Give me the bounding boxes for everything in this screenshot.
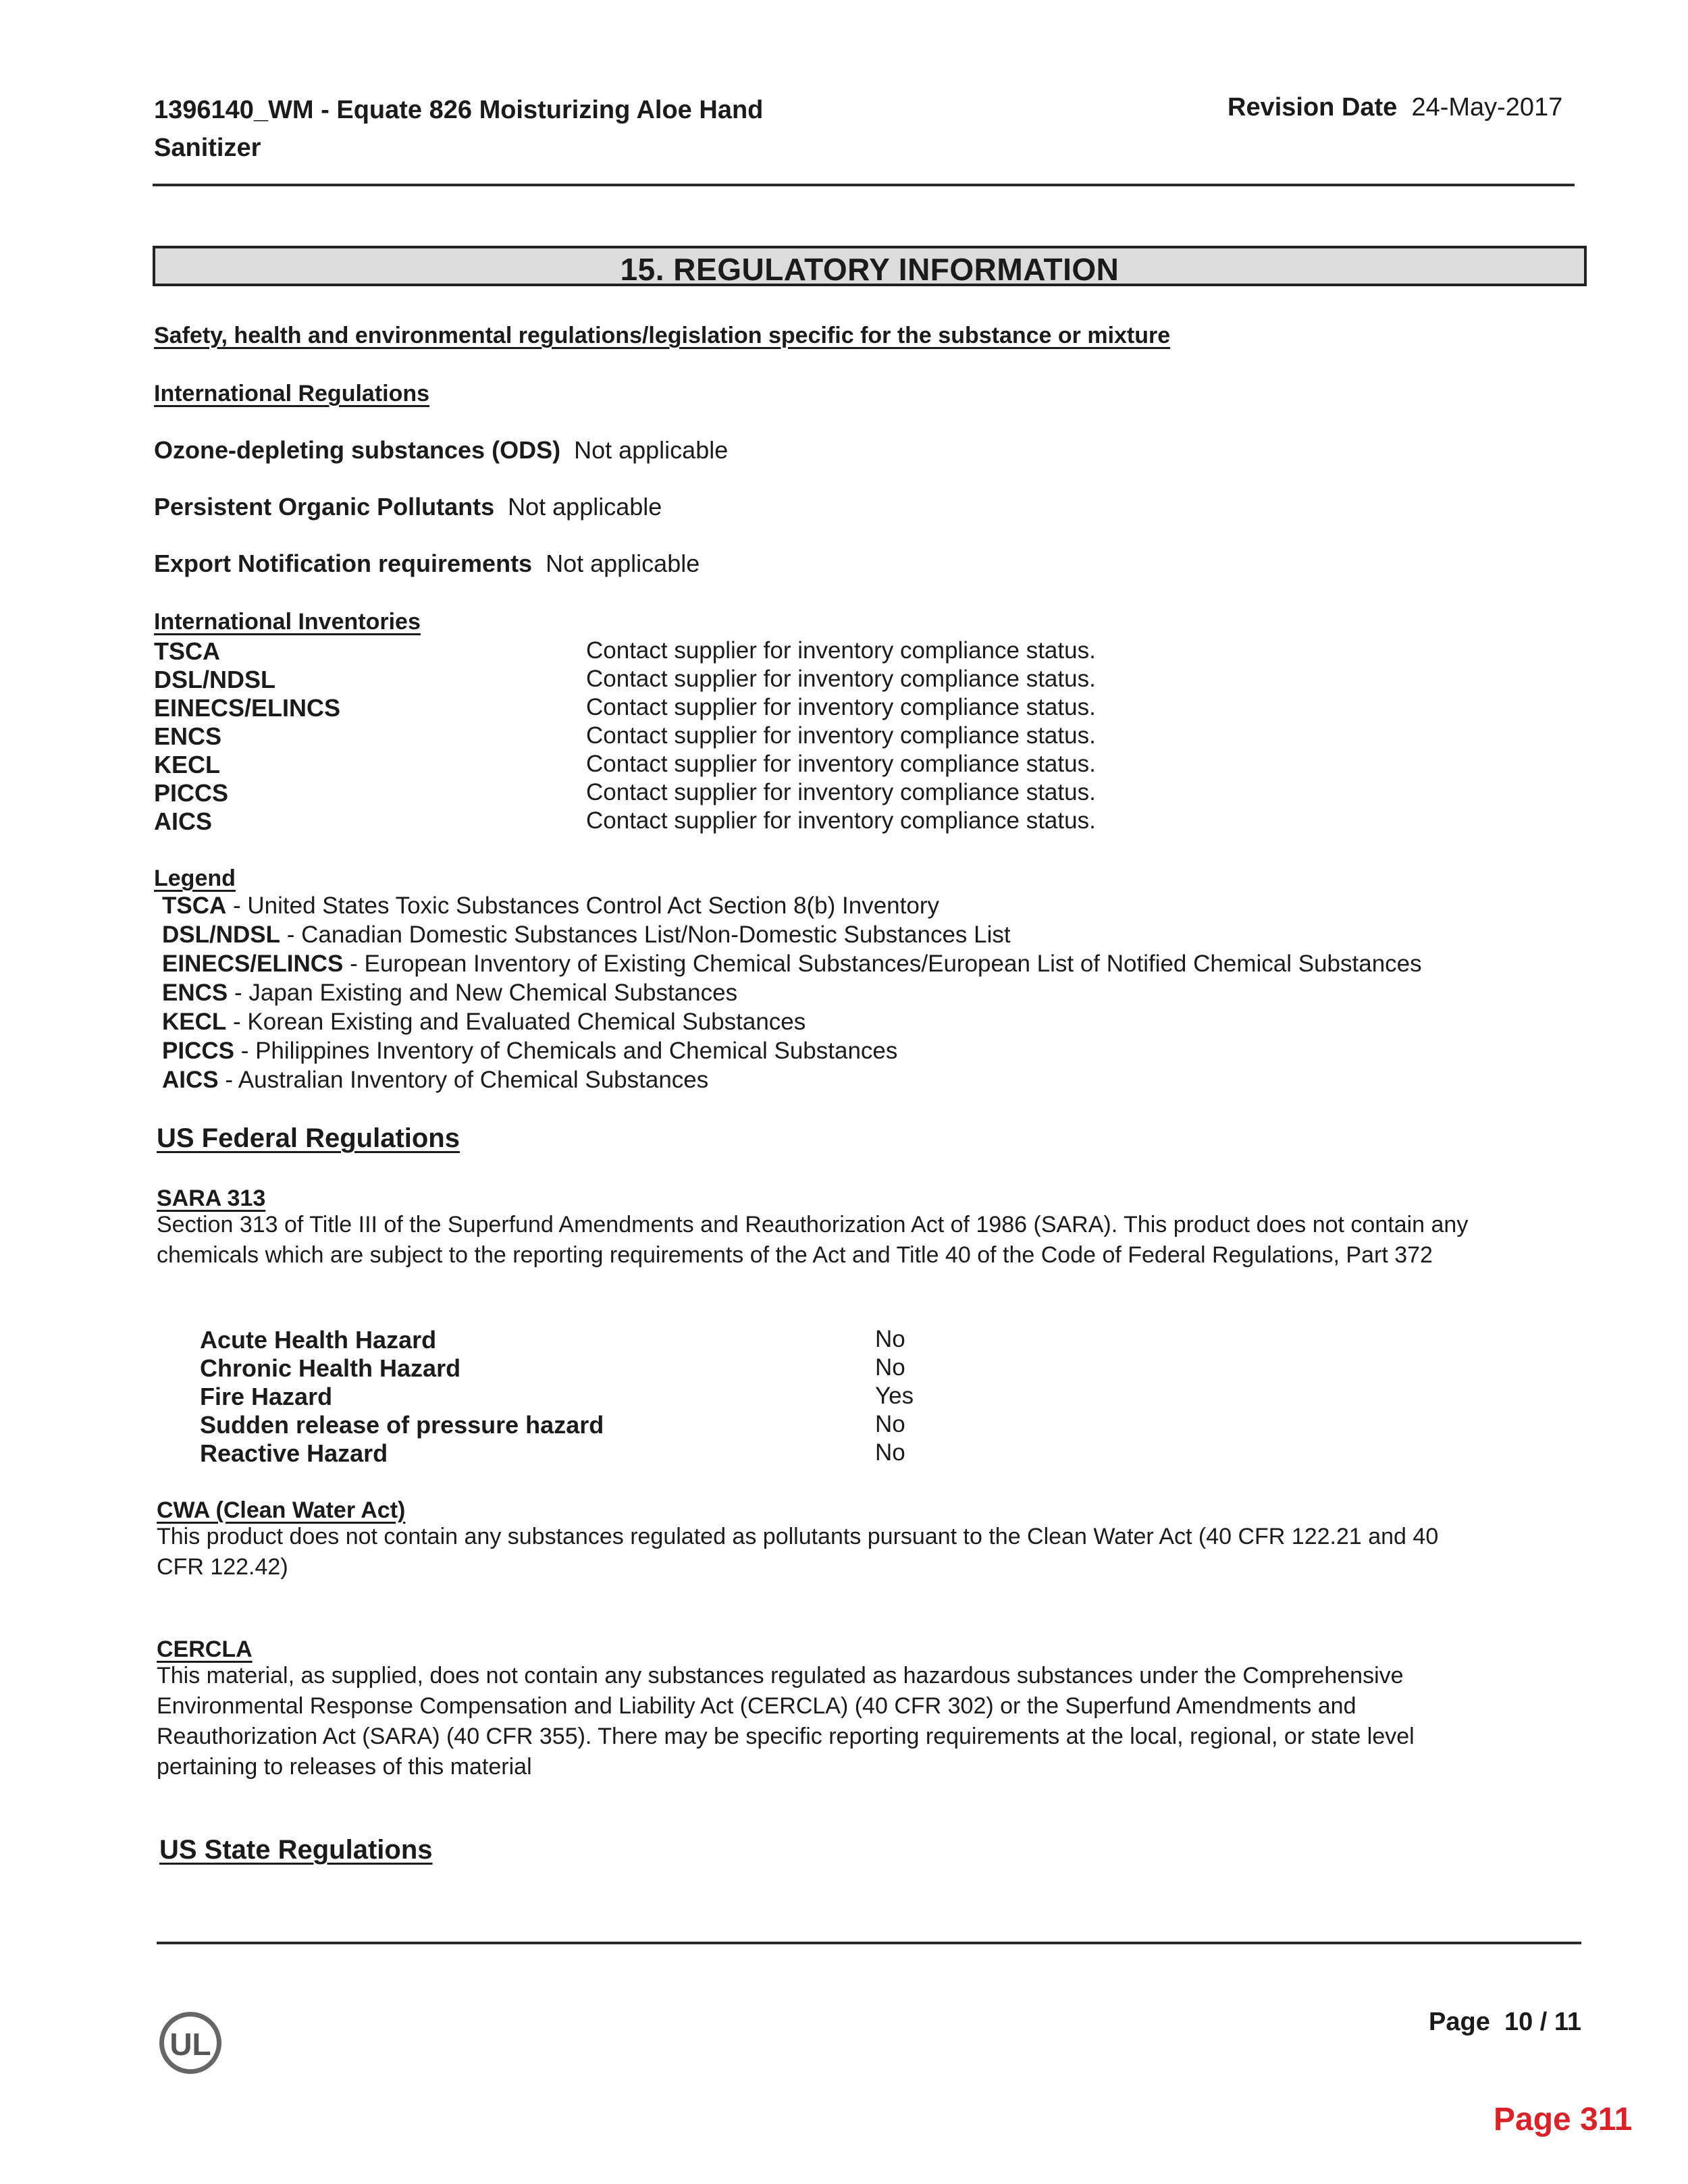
hazard-value: No — [875, 1354, 905, 1381]
hazard-label: Sudden release of pressure hazard — [200, 1411, 604, 1439]
cwa-line: This product does not contain any substances regulated as pollutants pursuant to the Clean Water Act (40 CFR 122.21 and 40 — [157, 1524, 1439, 1549]
inventory-row — [0, 751, 1688, 779]
section-title: 15. REGULATORY INFORMATION — [620, 252, 1119, 287]
sara313-text — [157, 1210, 1468, 1271]
legend-desc: - Philippines Inventory of Chemicals and Chemical Substances — [234, 1038, 898, 1064]
page-number — [1429, 2008, 1581, 2037]
legend-key: ENCS — [162, 980, 228, 1006]
hazard-value: No — [875, 1326, 905, 1352]
legend-desc: - Korean Existing and Evaluated Chemical Substances — [226, 1009, 806, 1035]
inventory-status: Contact supplier for inventory compliance status. — [586, 666, 1096, 692]
inventory-row — [0, 666, 1688, 694]
sara313-line: Section 313 of Title III of the Superfund Amendments and Reauthorization Act of 1986 (SARA). This product does not contain any — [157, 1212, 1469, 1237]
legend-key: KECL — [162, 1009, 227, 1035]
cwa-text — [157, 1522, 1438, 1582]
export-row — [154, 550, 700, 578]
inventory-row — [0, 807, 1688, 836]
inventories-heading: International Inventories — [154, 609, 421, 635]
legend-desc: - United States Toxic Substances Control Act Section 8(b) Inventory — [226, 893, 939, 919]
hazard-row — [0, 1411, 1688, 1439]
ods-value: Not applicable — [574, 436, 729, 464]
legend-row — [162, 1009, 806, 1036]
revision-info — [1228, 93, 1562, 122]
hazard-row — [0, 1354, 1688, 1383]
hazard-label: Acute Health Hazard — [200, 1326, 437, 1354]
page-label: Page — [1429, 2008, 1490, 2036]
cercla-line: Reauthorization Act (SARA) (40 CFR 355). There may be specific reporting requirements at the local, regional, or state level — [157, 1724, 1415, 1749]
hazard-value: No — [875, 1439, 905, 1466]
cercla-text — [157, 1661, 1415, 1782]
inventory-status: Contact supplier for inventory compliance status. — [586, 807, 1096, 834]
inventory-status: Contact supplier for inventory compliance status. — [586, 694, 1096, 720]
intro-heading: Safety, health and environmental regulations/legislation specific for the substance or mixture — [154, 323, 1171, 348]
legend-heading: Legend — [154, 865, 236, 891]
cercla-line: Environmental Response Compensation and Liability Act (CERCLA) (40 CFR 302) or the Superfund Amendments and — [157, 1693, 1356, 1719]
inventory-name: AICS — [154, 807, 213, 835]
inventory-status: Contact supplier for inventory compliance status. — [586, 779, 1096, 805]
legend-key: AICS — [162, 1067, 219, 1093]
hazard-row — [0, 1383, 1688, 1411]
legend-row — [162, 922, 1011, 949]
inventory-status: Contact supplier for inventory compliance status. — [586, 722, 1096, 749]
revision-label: Revision Date — [1228, 93, 1398, 122]
hazard-label: Chronic Health Hazard — [200, 1354, 461, 1382]
inventory-row — [0, 779, 1688, 807]
inventory-status: Contact supplier for inventory compliance status. — [586, 637, 1096, 664]
product-title-line1: 1396140_WM - Equate 826 Moisturizing Aloe Hand — [154, 96, 764, 124]
ods-label: Ozone-depleting substances (ODS) — [154, 436, 561, 464]
legend-row — [162, 980, 737, 1007]
pop-label: Persistent Organic Pollutants — [154, 493, 495, 521]
revision-date: 24-May-2017 — [1411, 93, 1563, 122]
inventory-name: TSCA — [154, 637, 220, 665]
cwa-line: CFR 122.42) — [157, 1554, 288, 1580]
legend-key: EINECS/ELINCS — [162, 951, 344, 977]
legend-desc: - Japan Existing and New Chemical Substances — [228, 980, 738, 1006]
cwa-heading: CWA (Clean Water Act) — [157, 1497, 406, 1523]
legend-desc: - Canadian Domestic Substances List/Non-Domestic Substances List — [280, 922, 1011, 948]
pop-row — [154, 493, 662, 521]
ul-logo-text: UL — [169, 2027, 211, 2062]
product-title-line2: Sanitizer — [154, 134, 261, 162]
inventory-row — [0, 694, 1688, 722]
inventory-name: ENCS — [154, 722, 222, 750]
legend-row — [162, 951, 1422, 978]
export-value: Not applicable — [546, 550, 700, 577]
page-value: 10 / 11 — [1504, 2008, 1582, 2036]
header-rule — [153, 184, 1575, 186]
footer-rule — [157, 1942, 1581, 1944]
inventory-row — [0, 722, 1688, 751]
sara313-line: chemicals which are subject to the reporting requirements of the Act and Title 40 of the Code of Federal Regulations, Part 372 — [157, 1242, 1433, 1268]
ods-row — [154, 436, 728, 464]
cercla-heading: CERCLA — [157, 1636, 253, 1662]
page-stamp: Page 311 — [1494, 2102, 1633, 2137]
hazard-value: No — [875, 1411, 905, 1437]
inventory-name: DSL/NDSL — [154, 666, 275, 693]
pop-value: Not applicable — [508, 493, 662, 521]
legend-desc: - European Inventory of Existing Chemical Substances/European List of Notified Chemical Substances — [343, 951, 1422, 977]
legend-row — [162, 1038, 897, 1065]
legend-key: PICCS — [162, 1038, 234, 1064]
legend-key: TSCA — [162, 893, 227, 919]
inventory-name: KECL — [154, 751, 220, 778]
legend-key: DSL/NDSL — [162, 922, 280, 948]
inventory-status: Contact supplier for inventory compliance status. — [586, 751, 1096, 777]
hazard-label: Fire Hazard — [200, 1383, 333, 1410]
hazard-row — [0, 1439, 1688, 1468]
hazard-label: Reactive Hazard — [200, 1439, 388, 1467]
inventory-name: EINECS/ELINCS — [154, 694, 341, 722]
ul-logo — [159, 2012, 221, 2074]
cercla-line: pertaining to releases of this material — [157, 1754, 532, 1780]
us-federal-heading: US Federal Regulations — [157, 1123, 460, 1153]
cercla-line: This material, as supplied, does not contain any substances regulated as hazardous substances under the Comprehensive — [157, 1663, 1404, 1688]
hazard-value: Yes — [875, 1383, 914, 1409]
legend-row — [162, 1067, 708, 1094]
us-state-heading: US State Regulations — [159, 1835, 433, 1865]
export-label: Export Notification requirements — [154, 550, 533, 577]
sara313-heading: SARA 313 — [157, 1186, 266, 1211]
legend-desc: - Australian Inventory of Chemical Substances — [218, 1067, 709, 1093]
inventory-name: PICCS — [154, 779, 229, 807]
section-banner — [153, 246, 1587, 286]
legend-row — [162, 893, 939, 920]
international-regulations-heading: International Regulations — [154, 381, 430, 406]
inventory-row — [0, 637, 1688, 666]
hazard-row — [0, 1326, 1688, 1354]
